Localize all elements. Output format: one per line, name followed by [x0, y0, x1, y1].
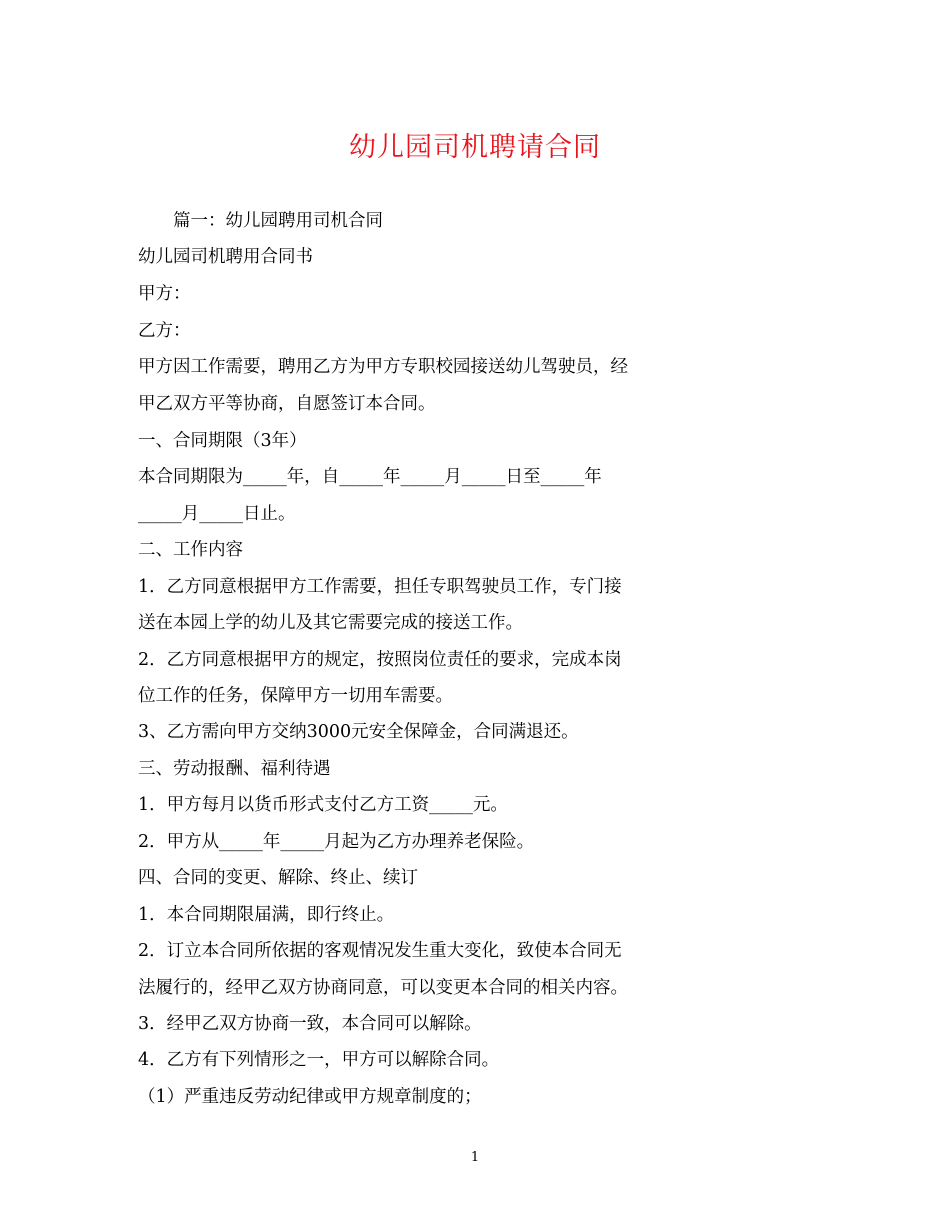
document-title: 幼儿园司机聘请合同	[349, 132, 601, 163]
paragraph-line: （1）严重违反劳动纪律或甲方规章制度的；	[138, 1087, 482, 1107]
paragraph-line: 甲乙双方平等协商，自愿签订本合同。	[138, 394, 436, 414]
page-number: 1	[470, 1150, 480, 1165]
paragraph-line: 4．乙方有下列情形之一，甲方可以解除合同。	[138, 1050, 500, 1070]
paragraph-line: 位工作的任务，保障甲方一切用车需要。	[138, 686, 453, 706]
section-heading: 三、劳动报酬、福利待遇	[138, 759, 331, 779]
paragraph-line: 送在本园上学的幼儿及其它需要完成的接送工作。	[138, 613, 523, 633]
paragraph-line: 甲方因工作需要，聘用乙方为甲方专职校园接送幼儿驾驶员，经	[138, 357, 628, 377]
section-heading: 四、合同的变更、解除、终止、续订	[138, 868, 418, 888]
paragraph-line: 2．乙方同意根据甲方的规定，按照岗位责任的要求，完成本岗	[138, 650, 622, 670]
paragraph-line: 1．甲方每月以货币形式支付乙方工资_____元。	[138, 795, 508, 815]
paragraph-line: 1．本合同期限届满，即行终止。	[138, 905, 395, 925]
party-b-line: 乙方：	[138, 321, 191, 341]
party-a-line: 甲方：	[138, 284, 191, 304]
paragraph-line: 2．订立本合同所依据的客观情况发生重大变化，致使本合同无	[138, 941, 622, 961]
paragraph-line: 法履行的，经甲乙双方协商同意，可以变更本合同的相关内容。	[138, 978, 628, 998]
contract-name: 幼儿园司机聘用合同书	[138, 247, 313, 267]
section-heading: 二、工作内容	[138, 540, 243, 560]
paragraph-line: 3．经甲乙双方协商一致，本合同可以解除。	[138, 1014, 482, 1034]
section-heading: 一、合同期限（3年）	[138, 431, 307, 451]
paragraph-line: 2．甲方从_____年_____月起为乙方办理养老保险。	[138, 832, 535, 852]
paragraph-line: 3、乙方需向甲方交纳3000元安全保障金，合同满退还。	[138, 722, 579, 742]
section-heading-part-one: 篇一：幼儿园聘用司机合同	[138, 211, 383, 231]
paragraph-line: _____月_____日止。	[138, 504, 296, 524]
paragraph-line: 1．乙方同意根据甲方工作需要，担任专职驾驶员工作，专门接	[138, 577, 622, 597]
paragraph-line: 本合同期限为_____年，自_____年_____月_____日至_____年	[138, 467, 602, 487]
